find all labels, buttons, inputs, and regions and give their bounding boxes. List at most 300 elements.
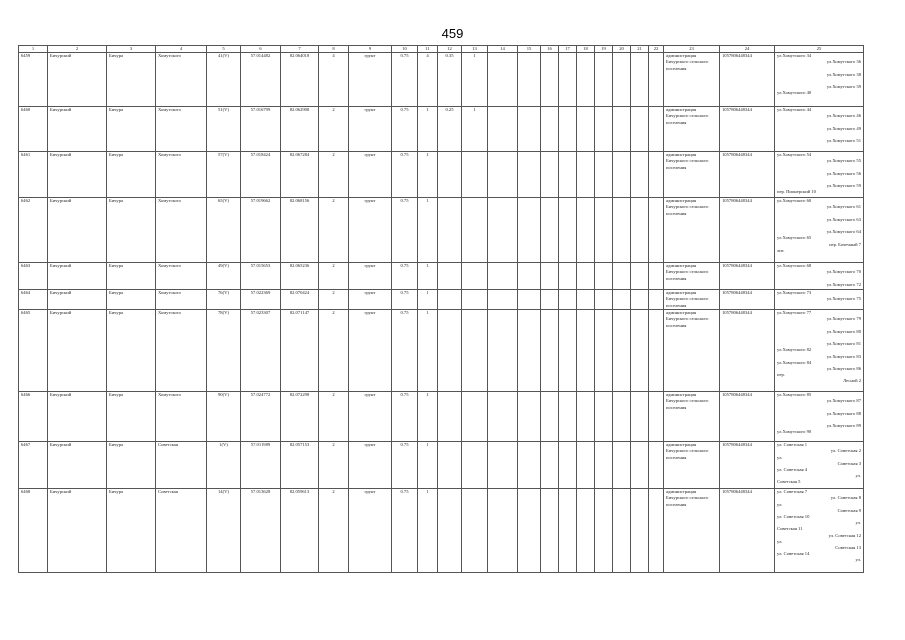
cell-empty — [613, 198, 631, 263]
cell-empty — [595, 263, 613, 290]
cell-c13 — [438, 310, 462, 392]
cell-empty — [631, 107, 649, 152]
cell-lat: 57.015653 — [241, 263, 281, 290]
served-addresses — [775, 107, 864, 152]
cell-lat: 57.024772 — [241, 392, 281, 442]
cell-empty — [559, 263, 577, 290]
served-addresses — [775, 489, 864, 573]
column-number: 17 — [559, 46, 577, 53]
cell-village: Бичура — [107, 290, 156, 310]
cell-empty — [595, 489, 613, 573]
cell-empty — [595, 152, 613, 198]
cell-village: Бичура — [107, 53, 156, 107]
column-number: 21 — [631, 46, 649, 53]
column-number: 10 — [392, 46, 418, 53]
cell-district: Бичурский — [48, 107, 107, 152]
cell-c14 — [462, 198, 488, 263]
address-line: ул.Хомутского 73 — [777, 290, 812, 296]
cell-ogrn: 1057806448344 — [720, 310, 775, 392]
cell-empty — [518, 290, 541, 310]
table-row — [19, 152, 864, 198]
cell-vol: 0.75 — [392, 392, 418, 442]
cell-surface: грунт — [349, 489, 392, 573]
cell-qty: 2 — [319, 442, 349, 489]
address-line: ул.Хомутского 59 — [826, 183, 861, 189]
cell-owner: администрация Бичурского сельского поселения — [664, 310, 720, 392]
cell-id: 6464 — [19, 290, 48, 310]
address-line: ул.Хомутского 75 — [826, 296, 861, 302]
served-addresses — [775, 290, 864, 310]
cell-house: 57(V) — [207, 152, 241, 198]
address-line: ул.Хомутского 56 — [826, 170, 861, 176]
column-number: 9 — [349, 46, 392, 53]
address-line: ул.Хомутского 44 — [777, 107, 812, 113]
cell-empty — [577, 290, 595, 310]
cell-c13 — [438, 198, 462, 263]
table-row — [19, 290, 864, 310]
cell-lon: 82.067284 — [281, 152, 319, 198]
address-line: Лесной 2 — [843, 378, 861, 384]
cell-ogrn: 1057806448344 — [720, 392, 775, 442]
cell-house: 14(V) — [207, 489, 241, 573]
cell-empty — [518, 310, 541, 392]
cell-empty — [577, 53, 595, 107]
cell-empty — [518, 152, 541, 198]
column-number: 11 — [418, 46, 438, 53]
cell-c12: 1 — [418, 107, 438, 152]
cell-surface: грунт — [349, 152, 392, 198]
address-line: ул.Хомутского 63 — [826, 216, 861, 222]
cell-ogrn: 1057806448344 — [720, 489, 775, 573]
cell-surface: грунт — [349, 53, 392, 107]
cell-street: Хомутского — [156, 290, 207, 310]
cell-lon: 82.057153 — [281, 442, 319, 489]
cell-c14: 1 — [462, 53, 488, 107]
cell-id: 6468 — [19, 489, 48, 573]
column-number: 7 — [281, 46, 319, 53]
address-line: ул. — [777, 501, 783, 507]
cell-empty — [488, 489, 518, 573]
cell-lon: 82.068156 — [281, 198, 319, 263]
address-line: ул.Хомутского 79 — [826, 316, 861, 322]
cell-ogrn: 1057806448344 — [720, 198, 775, 263]
cell-empty — [488, 263, 518, 290]
address-line: ул.Хомутского 65 — [777, 235, 812, 241]
cell-c14 — [462, 442, 488, 489]
cell-empty — [541, 107, 559, 152]
cell-district: Бичурский — [48, 198, 107, 263]
column-number: 2 — [48, 46, 107, 53]
address-line: ул. Советская 2 — [830, 448, 861, 454]
served-addresses — [775, 152, 864, 198]
address-line: ул. — [855, 557, 861, 563]
column-number: 3 — [107, 46, 156, 53]
served-addresses — [775, 53, 864, 107]
cell-c14 — [462, 152, 488, 198]
cell-c12: 1 — [418, 392, 438, 442]
address-line: ул.Хомутского 86 — [826, 365, 861, 371]
table-row — [19, 392, 864, 442]
cell-empty — [518, 442, 541, 489]
address-line: ул.Хомутского 49 — [826, 125, 861, 131]
cell-id: 6461 — [19, 152, 48, 198]
cell-id: 6465 — [19, 310, 48, 392]
address-line: ул.Хомутского 36 — [826, 59, 861, 65]
cell-empty — [649, 310, 664, 392]
cell-street: Хомутского — [156, 310, 207, 392]
table-row — [19, 310, 864, 392]
cell-empty — [649, 198, 664, 263]
address-line: Советская 11 — [777, 526, 803, 532]
cell-empty — [577, 152, 595, 198]
cell-surface: грунт — [349, 198, 392, 263]
cell-empty — [541, 290, 559, 310]
address-line: ул. — [855, 520, 861, 526]
column-number: 24 — [720, 46, 775, 53]
cell-lon: 82.059613 — [281, 489, 319, 573]
column-number: 15 — [518, 46, 541, 53]
address-line: ул.Хомутского 61 — [826, 204, 861, 210]
address-line: ул.Хомутского 80 — [826, 328, 861, 334]
served-addresses — [775, 442, 864, 489]
cell-street: Советская — [156, 489, 207, 573]
address-line: ул.Хомутского 40 — [777, 90, 812, 96]
cell-empty — [518, 392, 541, 442]
column-number: 1 — [19, 46, 48, 53]
cell-empty — [595, 310, 613, 392]
cell-empty — [541, 442, 559, 489]
cell-ogrn: 1057806448344 — [720, 152, 775, 198]
address-line: ул. — [777, 538, 783, 544]
address-line: ул.Хомутского 64 — [826, 229, 861, 235]
cell-id: 6466 — [19, 392, 48, 442]
address-line: ул.Хомутского 87 — [826, 398, 861, 404]
cell-street: Хомутского — [156, 198, 207, 263]
column-number: 25 — [775, 46, 864, 53]
cell-empty — [613, 152, 631, 198]
cell-owner: администрация Бичурского сельского поселения — [664, 152, 720, 198]
table-row — [19, 442, 864, 489]
cell-house: 90(V) — [207, 392, 241, 442]
table-row — [19, 107, 864, 152]
cell-lat: 57.013628 — [241, 489, 281, 573]
cell-empty — [518, 53, 541, 107]
cell-empty — [541, 152, 559, 198]
address-line: ул. — [855, 473, 861, 479]
cell-empty — [613, 263, 631, 290]
cell-empty — [649, 53, 664, 107]
cell-vol: 0.75 — [392, 290, 418, 310]
address-line: ул. Советская 12 — [828, 532, 861, 538]
column-number: 16 — [541, 46, 559, 53]
cell-vol: 0.75 — [392, 53, 418, 107]
cell-empty — [559, 152, 577, 198]
table-row — [19, 198, 864, 263]
cell-c14 — [462, 290, 488, 310]
cell-qty: 2 — [319, 392, 349, 442]
column-number: 6 — [241, 46, 281, 53]
cell-lat: 57.016799 — [241, 107, 281, 152]
cell-lon: 82.065236 — [281, 263, 319, 290]
cell-vol: 0.75 — [392, 442, 418, 489]
cell-empty — [541, 489, 559, 573]
address-line: ул.Хомутского 90 — [777, 429, 812, 435]
cell-village: Бичура — [107, 310, 156, 392]
column-number: 13 — [462, 46, 488, 53]
cell-vol: 0.75 — [392, 263, 418, 290]
registry-table — [18, 45, 864, 573]
address-line: ул. Советская 7 — [777, 489, 808, 495]
table-row — [19, 489, 864, 573]
address-line: ул.Хомутского 60 — [777, 198, 812, 204]
address-line: ул. — [777, 454, 783, 460]
cell-id: 6462 — [19, 198, 48, 263]
column-number: 18 — [577, 46, 595, 53]
cell-c13 — [438, 442, 462, 489]
column-number-header — [19, 46, 864, 53]
cell-surface: грунт — [349, 310, 392, 392]
cell-empty — [649, 489, 664, 573]
cell-lon: 82.070424 — [281, 290, 319, 310]
cell-vol: 0.75 — [392, 107, 418, 152]
cell-owner: администрация Бичурского сельского поселения — [664, 442, 720, 489]
address-line: ул.Хомутского 81 — [826, 341, 861, 347]
cell-id: 6463 — [19, 263, 48, 290]
column-number: 23 — [664, 46, 720, 53]
cell-empty — [518, 263, 541, 290]
cell-empty — [577, 392, 595, 442]
cell-empty — [613, 310, 631, 392]
address-line: ул. Советская 4 — [777, 466, 808, 472]
cell-owner: администрация Бичурского сельского поселения — [664, 392, 720, 442]
cell-house: 76(V) — [207, 290, 241, 310]
cell-c12: 1 — [418, 310, 438, 392]
cell-empty — [631, 198, 649, 263]
column-number: 20 — [613, 46, 631, 53]
cell-owner: администрация Бичурского сельского поселения — [664, 263, 720, 290]
cell-c14 — [462, 263, 488, 290]
cell-c12: 1 — [418, 152, 438, 198]
cell-district: Бичурский — [48, 310, 107, 392]
cell-village: Бичура — [107, 107, 156, 152]
cell-c13 — [438, 290, 462, 310]
cell-id: 6467 — [19, 442, 48, 489]
cell-lat: 57.014482 — [241, 53, 281, 107]
address-line: ул.Хомутского 83 — [826, 353, 861, 359]
address-line: ул.Хомутского 88 — [826, 410, 861, 416]
cell-empty — [488, 198, 518, 263]
cell-empty — [649, 263, 664, 290]
cell-empty — [631, 53, 649, 107]
cell-empty — [631, 310, 649, 392]
cell-empty — [631, 442, 649, 489]
cell-house: 1(V) — [207, 442, 241, 489]
cell-lat: 57.019662 — [241, 198, 281, 263]
cell-surface: грунт — [349, 392, 392, 442]
address-line: ул.Хомутского 51 — [826, 138, 861, 144]
cell-street: Хомутского — [156, 53, 207, 107]
cell-ogrn: 1057806448344 — [720, 107, 775, 152]
column-number: 8 — [319, 46, 349, 53]
cell-empty — [559, 310, 577, 392]
cell-empty — [631, 152, 649, 198]
address-line: ул.Хомутского 34 — [777, 53, 812, 59]
cell-house: 78(V) — [207, 310, 241, 392]
address-line: ул.Хомутского 68 — [777, 263, 812, 269]
cell-c13: 0.25 — [438, 107, 462, 152]
cell-empty — [541, 310, 559, 392]
cell-village: Бичура — [107, 152, 156, 198]
address-line: ул. Советская 14 — [777, 551, 810, 557]
cell-lon: 82.072298 — [281, 392, 319, 442]
address-line: ул.Хомутского 70 — [826, 269, 861, 275]
cell-empty — [518, 198, 541, 263]
cell-empty — [577, 489, 595, 573]
cell-empty — [541, 198, 559, 263]
cell-empty — [613, 489, 631, 573]
cell-district: Бичурский — [48, 152, 107, 198]
cell-village: Бичура — [107, 392, 156, 442]
cell-village: Бичура — [107, 198, 156, 263]
cell-c13 — [438, 152, 462, 198]
address-line: ул.Хомутского 55 — [826, 158, 861, 164]
cell-empty — [613, 107, 631, 152]
cell-empty — [488, 53, 518, 107]
cell-c14 — [462, 310, 488, 392]
address-line: ул.Хомутского 72 — [826, 281, 861, 287]
cell-house: 41(V) — [207, 53, 241, 107]
cell-owner: администрация Бичурского сельского поселения — [664, 53, 720, 107]
cell-vol: 0.75 — [392, 198, 418, 263]
cell-empty — [649, 290, 664, 310]
cell-c13 — [438, 489, 462, 573]
column-number: 4 — [156, 46, 207, 53]
cell-qty: 2 — [319, 107, 349, 152]
cell-empty — [488, 442, 518, 489]
cell-lat: 57.023307 — [241, 310, 281, 392]
cell-empty — [518, 107, 541, 152]
cell-district: Бичурский — [48, 392, 107, 442]
address-line: ул.Хомутского 77 — [777, 310, 812, 316]
cell-surface: грунт — [349, 290, 392, 310]
cell-ogrn: 1057806448344 — [720, 263, 775, 290]
cell-vol: 0.75 — [392, 152, 418, 198]
cell-ogrn: 1057806448344 — [720, 53, 775, 107]
address-line: ул.Хомутского 84 — [777, 359, 812, 365]
cell-house: 65(V) — [207, 198, 241, 263]
cell-lon: 82.071147 — [281, 310, 319, 392]
cell-empty — [613, 53, 631, 107]
cell-empty — [649, 392, 664, 442]
cell-empty — [559, 198, 577, 263]
cell-district: Бичурский — [48, 263, 107, 290]
cell-district: Бичурский — [48, 442, 107, 489]
cell-village: Бичура — [107, 489, 156, 573]
cell-empty — [518, 489, 541, 573]
cell-surface: грунт — [349, 442, 392, 489]
cell-empty — [631, 489, 649, 573]
cell-id: 6459 — [19, 53, 48, 107]
cell-house: 51(V) — [207, 107, 241, 152]
cell-qty: 2 — [319, 263, 349, 290]
cell-empty — [488, 310, 518, 392]
cell-empty — [649, 152, 664, 198]
cell-empty — [488, 290, 518, 310]
address-line: ул. Советская 10 — [777, 513, 810, 519]
page-number: 459 — [441, 26, 464, 41]
cell-empty — [577, 442, 595, 489]
cell-c12: 1 — [418, 489, 438, 573]
cell-empty — [595, 392, 613, 442]
column-number: 5 — [207, 46, 241, 53]
cell-street: Хомутского — [156, 152, 207, 198]
cell-c12: 1 — [418, 198, 438, 263]
cell-village: Бичура — [107, 263, 156, 290]
cell-street: Хомутского — [156, 392, 207, 442]
cell-empty — [649, 442, 664, 489]
served-addresses — [775, 392, 864, 442]
address-line: Советская 3 — [837, 460, 861, 466]
cell-empty — [488, 107, 518, 152]
cell-empty — [577, 263, 595, 290]
address-line: ул.Хомутского 54 — [777, 152, 812, 158]
address-line: ул.Хомутского 38 — [826, 71, 861, 77]
cell-c14: 1 — [462, 107, 488, 152]
cell-vol: 0.75 — [392, 310, 418, 392]
cell-street: Хомутского — [156, 263, 207, 290]
cell-empty — [577, 198, 595, 263]
address-line: Советская 13 — [835, 544, 861, 550]
cell-qty: 2 — [319, 198, 349, 263]
cell-empty — [631, 290, 649, 310]
cell-empty — [631, 392, 649, 442]
cell-owner: администрация Бичурского сельского поселения — [664, 107, 720, 152]
cell-lon: 82.062908 — [281, 107, 319, 152]
cell-c12: 1 — [418, 263, 438, 290]
cell-c14 — [462, 392, 488, 442]
cell-c12: 1 — [418, 290, 438, 310]
cell-empty — [541, 53, 559, 107]
cell-empty — [488, 392, 518, 442]
cell-empty — [577, 310, 595, 392]
cell-c12: 4 — [418, 53, 438, 107]
column-number: 19 — [595, 46, 613, 53]
cell-empty — [559, 489, 577, 573]
address-line: Советская 9 — [837, 507, 861, 513]
cell-empty — [595, 53, 613, 107]
served-addresses — [775, 198, 864, 263]
cell-c14 — [462, 489, 488, 573]
cell-c12: 1 — [418, 442, 438, 489]
address-line: пер. Бочечный 7 — [829, 241, 861, 247]
address-line: ул. Советская 1 — [777, 442, 808, 448]
cell-lon: 82.064018 — [281, 53, 319, 107]
address-line: ул. Советская 8 — [830, 495, 861, 501]
cell-c13 — [438, 392, 462, 442]
cell-empty — [541, 263, 559, 290]
cell-lat: 57.018424 — [241, 152, 281, 198]
cell-empty — [559, 392, 577, 442]
cell-surface: грунт — [349, 107, 392, 152]
cell-owner: администрация Бичурского сельского поселения — [664, 489, 720, 573]
address-line: ул.Хомутского 82 — [777, 347, 812, 353]
cell-surface: грунт — [349, 263, 392, 290]
cell-empty — [559, 442, 577, 489]
cell-empty — [559, 107, 577, 152]
cell-empty — [595, 107, 613, 152]
cell-empty — [649, 107, 664, 152]
cell-empty — [595, 442, 613, 489]
